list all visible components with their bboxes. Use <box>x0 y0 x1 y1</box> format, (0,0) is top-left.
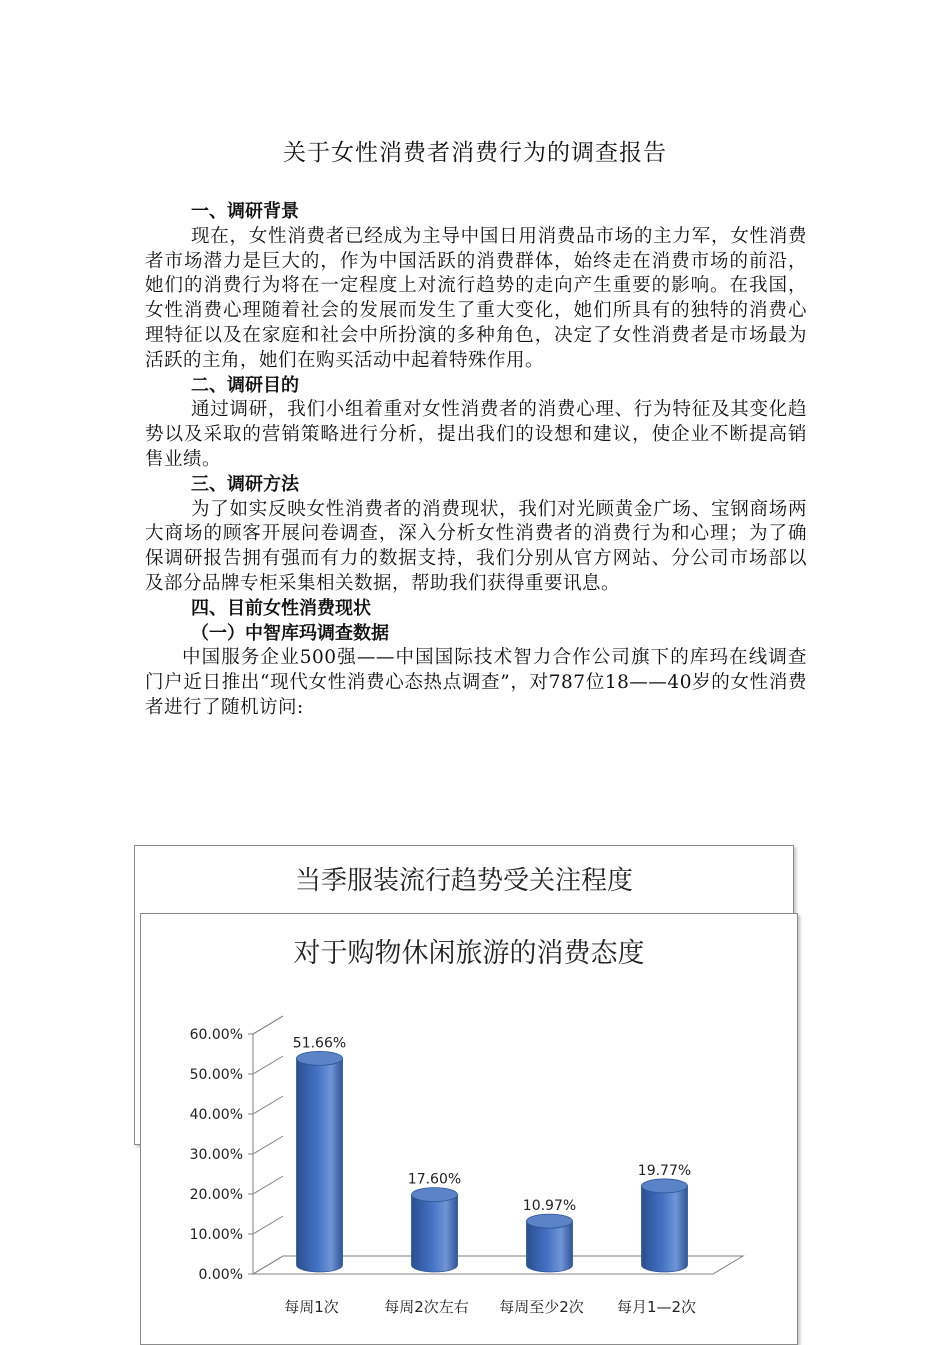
section-heading-status: 四、目前女性消费现状 <box>191 597 371 619</box>
section-heading-background: 一、调研背景 <box>191 201 299 222</box>
y-tick-label: 0.00% <box>198 1267 243 1283</box>
y-tick-diagonal <box>253 1016 283 1034</box>
section-heading-purpose: 二、调研目的 <box>191 374 299 396</box>
category-label: 每周2次左右 <box>384 1298 469 1316</box>
y-tick-diagonal <box>253 1096 283 1114</box>
consumption-attitude-chart <box>140 913 798 1345</box>
y-tick-label: 10.00% <box>189 1227 243 1243</box>
bar-top <box>642 1179 688 1193</box>
bar-body <box>642 1186 688 1272</box>
y-tick-diagonal <box>253 1056 283 1074</box>
bar-top <box>297 1051 343 1065</box>
data-label: 51.66% <box>292 1035 347 1052</box>
bar-body <box>297 1058 343 1272</box>
y-tick-diagonal <box>253 1216 283 1234</box>
category-label: 每月1—2次 <box>616 1298 697 1316</box>
bar <box>523 1198 576 1272</box>
category-label: 每周至少2次 <box>499 1298 584 1316</box>
intro-paragraph: 中国服务企业500强——中国国际技术智力合作公司旗下的库玛在线调查门户近日推出“现代女性消费心态热点调查”，对787位18——40岁的女性消费者进行了随机访问: <box>145 647 807 718</box>
bar <box>408 1172 461 1272</box>
data-label: 19.77% <box>637 1162 692 1179</box>
subsection-heading: （一）中智库玛调查数据 <box>191 622 389 644</box>
document-title: 关于女性消费者消费行为的调查报告 <box>283 140 667 166</box>
y-axis-ticks <box>190 1016 283 1283</box>
section-heading-method: 三、调研方法 <box>191 473 299 495</box>
y-tick-diagonal <box>253 1136 283 1154</box>
section-text-background: 现在，女性消费者已经成为主导中国日用消费品市场的主力军，女性消费者市场潜力是巨大的，作为中国活跃的消费群体，始终走在消费市场的前沿，她们的消费行为将在一定程度上对流行趋势的走向产生重要的影响。在我国，女性消费心理随着社会的发展而发生了重大变化，她们所具有的独特的消费心理特征以及在家庭和社会中所扮演的多种角色，决定了女性消费者是市场最为活跃的主角，她们在购买活动中起着特殊作用。 <box>145 225 807 371</box>
bar-top <box>527 1214 573 1228</box>
data-label: 10.97% <box>522 1198 577 1215</box>
category-label: 每周1次 <box>284 1298 339 1316</box>
bar-chart-svg <box>141 914 797 1344</box>
attention-trend-chart-title: 当季服装流行趋势受关注程度 <box>294 866 633 896</box>
data-label: 17.60% <box>407 1171 462 1188</box>
bar <box>638 1163 691 1272</box>
chart-title: 对于购物休闲旅游的消费态度 <box>293 938 645 969</box>
section-text-purpose: 通过调研，我们小组着重对女性消费者的消费心理、行为特征及其变化趋势以及采取的营销策略进行分析，提出我们的设想和建议，使企业不断提高销售业绩。 <box>145 399 807 470</box>
report-body <box>145 200 807 721</box>
y-tick-label: 30.00% <box>189 1147 243 1163</box>
bar-body <box>527 1221 573 1272</box>
bar <box>293 1035 346 1272</box>
bar-body <box>412 1195 458 1272</box>
category-labels <box>284 1298 696 1316</box>
bars <box>293 1035 691 1272</box>
section-text-method: 为了如实反映女性消费者的消费现状，我们对光顾黄金广场、宝钢商场两大商场的顾客开展问卷调查，深入分析女性消费者的消费行为和心理；为了确保调研报告拥有强而有力的数据支持，我们分别从官方网站、分公司市场部以及部分品牌专柜采集相关数据，帮助我们获得重要讯息。 <box>145 498 807 594</box>
y-tick-label: 50.00% <box>189 1067 243 1083</box>
y-tick-label: 60.00% <box>189 1027 243 1043</box>
y-tick-diagonal <box>253 1176 283 1194</box>
y-tick-label: 40.00% <box>189 1107 243 1123</box>
bar-top <box>412 1188 458 1202</box>
y-tick-label: 20.00% <box>189 1187 243 1203</box>
